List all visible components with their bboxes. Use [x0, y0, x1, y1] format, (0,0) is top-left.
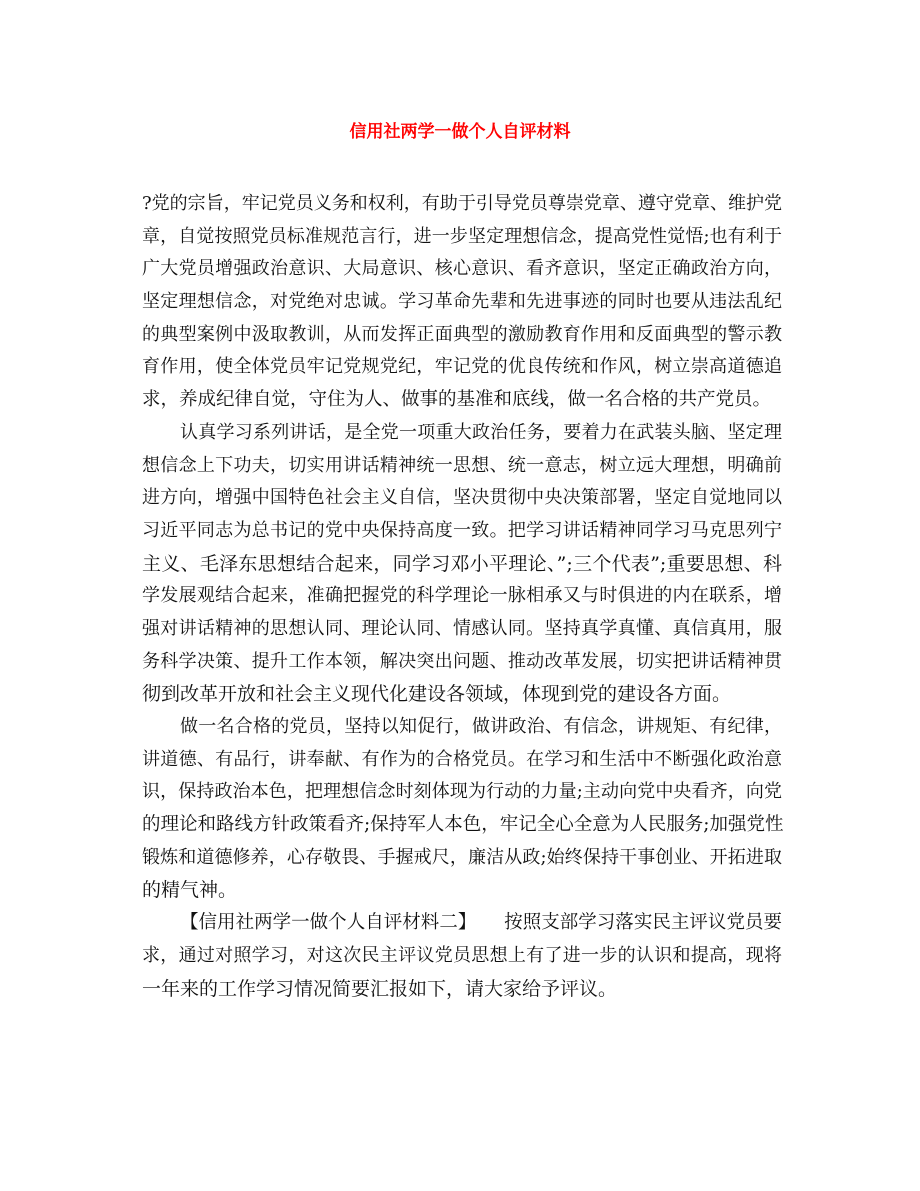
text-line: 锻炼和道德修养，心存敬畏、手握戒尺，廉洁从政;始终保持干事创业、开拓进取 [142, 846, 782, 868]
text-line: 求，养成纪律自觉，守住为人、做事的基准和底线，做一名合格的共产党员。 [142, 389, 772, 411]
text-line: 主义、毛泽东思想结合起来，同学习邓小平理论、”;三个代表”;重要思想、科 [142, 552, 782, 575]
text-line: 的典型案例中汲取教训，从而发挥正面典型的激励教育作用和反面典型的警示教 [142, 323, 782, 345]
text-line: 进方向，增强中国特色社会主义自信，坚决贯彻中央决策部署，坚定自觉地同以 [142, 487, 782, 509]
text-line: 求，通过对照学习，对这次民主评议党员思想上有了进一步的认识和提高，现将 [142, 944, 782, 966]
text-line: 务科学决策、提升工作本领，解决突出问题、推动改革发展，切实把讲话精神贯 [142, 650, 782, 672]
text-line: 想信念上下功夫，切实用讲话精神统一思想、统一意志，树立远大理想，明确前 [142, 454, 782, 476]
text-line: 广大党员增强政治意识、大局意识、核心意识、看齐意识，坚定正确政治方向， [142, 258, 782, 280]
document-body [142, 188, 782, 1005]
text-line: 认真学习系列讲话，是全党一项重大政治任务，要着力在武装头脑、坚定理 [180, 421, 782, 443]
text-line: 的精气神。 [142, 879, 238, 902]
text-line: 【信用社两学一做个人自评材料二】 按照支部学习落实民主评议党员要 [180, 912, 782, 934]
text-line: ?党的宗旨，牢记党员义务和权利，有助于引导党员尊崇党章、遵守党章、维护党 [142, 193, 782, 214]
text-line: 学发展观结合起来，准确把握党的科学理论一脉相承又与时俱进的内在联系，增 [142, 585, 782, 607]
text-line: 坚定理想信念，对党绝对忠诚。学习革命先辈和先进事迹的同时也要从违法乱纪 [142, 291, 782, 313]
text-line: 强对讲话精神的思想认同、理论认同、情感认同。坚持真学真懂、真信真用，服 [142, 617, 782, 639]
text-line: 育作用，使全体党员牢记党规党纪，牢记党的优良传统和作风，树立崇高道德追 [142, 356, 782, 378]
text-line: 习近平同志为总书记的党中央保持高度一致。把学习讲话精神同学习马克思列宁 [142, 519, 782, 541]
text-line: 章，自觉按照党员标准规范言行，进一步坚定理想信念，提高党性觉悟;也有利于 [142, 225, 782, 247]
text-line: 的理论和路线方针政策看齐;保持军人本色，牢记全心全意为人民服务;加强党性 [142, 814, 784, 836]
text-line: 识，保持政治本色，把理想信念时刻体现为行动的力量;主动向党中央看齐，向党 [142, 781, 782, 803]
text-line: 彻到改革开放和社会主义现代化建设各领域，体现到党的建设各方面。 [142, 683, 732, 706]
text-line: 讲道德、有品行，讲奉献、有作为的合格党员。在学习和生活中不断强化政治意 [142, 748, 782, 770]
text-line: 做一名合格的党员，坚持以知促行，做讲政治、有信念，讲规矩、有纪律， [180, 716, 782, 737]
document-title: 信用社两学一做个人自评材料 [349, 122, 571, 142]
text-line: 一年来的工作学习情况简要汇报如下，请大家给予评议。 [142, 977, 618, 1000]
